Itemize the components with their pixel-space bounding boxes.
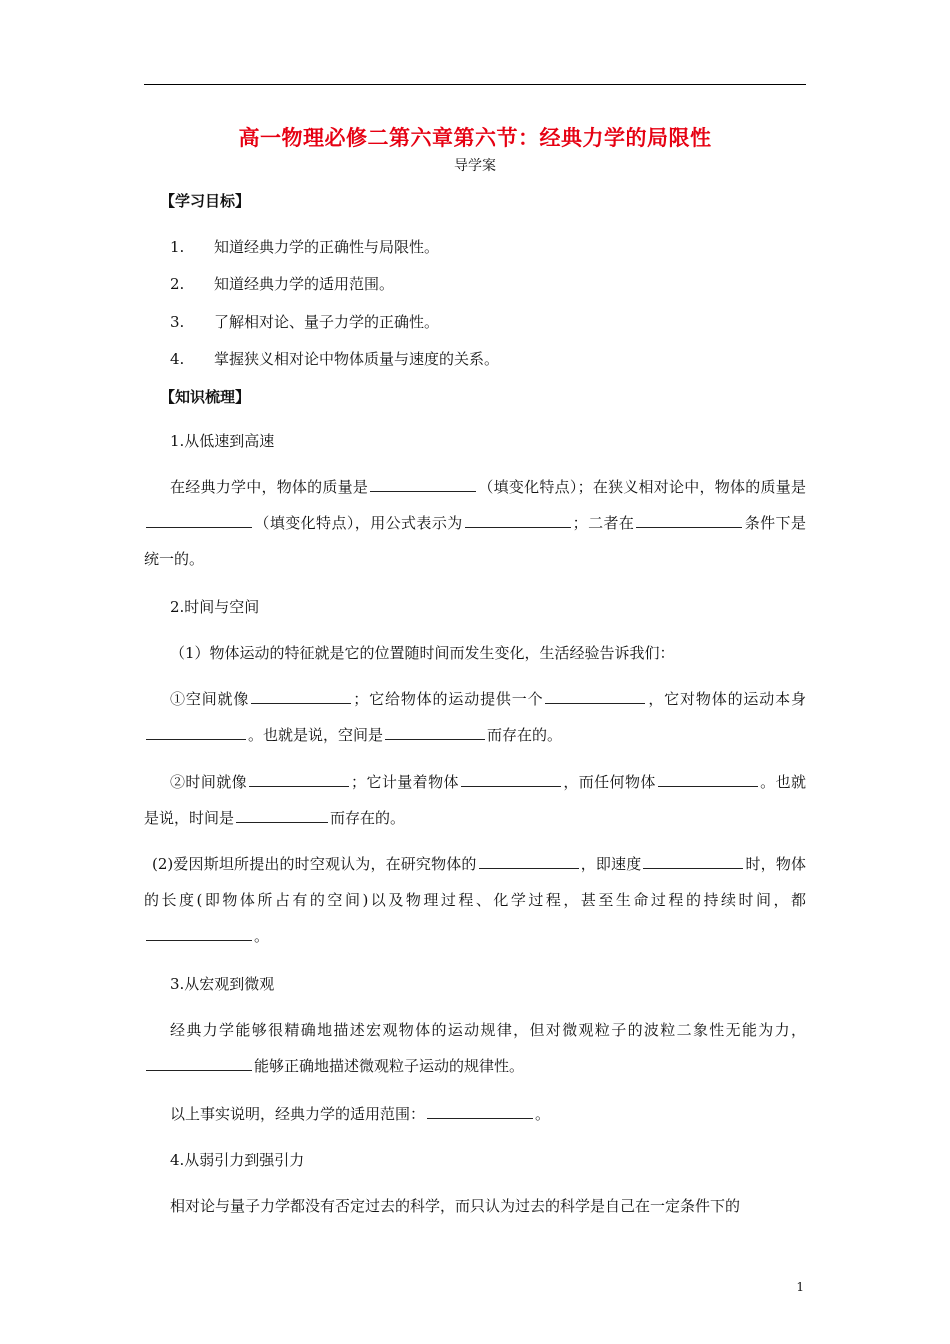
fill-blank[interactable]	[545, 689, 645, 704]
text-fragment: 。也就是说，空间是	[248, 726, 384, 744]
section-1-paragraph	[144, 469, 806, 577]
space-paragraph	[144, 681, 806, 753]
objective-number: 2.	[170, 275, 185, 293]
text-fragment: ；它给物体的运动提供一个	[353, 690, 544, 708]
text-fragment: （填变化特点）；在狭义相对论中，物体的质量是	[478, 478, 806, 496]
text-fragment: 经典力学能够很精确地描述宏观物体的运动规律，但对微观粒子的波粒二象性无能为力，	[170, 1021, 806, 1039]
section-2-intro: （1）物体运动的特征就是它的位置随时间而发生变化，生活经验告诉我们：	[170, 644, 675, 662]
text-fragment: 。	[535, 1105, 551, 1123]
fill-blank[interactable]	[146, 513, 252, 528]
text-fragment: 。	[254, 927, 270, 945]
fill-blank[interactable]	[636, 513, 742, 528]
fill-blank[interactable]	[146, 926, 252, 941]
text-fragment: 条件下是统一的。	[144, 514, 806, 568]
einstein-paragraph	[144, 846, 806, 954]
section-4-paragraph: 相对论与量子力学都没有否定过去的科学，而只认为过去的科学是自己在一定条件下的	[170, 1197, 741, 1215]
text-fragment: 以上事实说明，经典力学的适用范围：	[170, 1105, 426, 1123]
objective-item	[170, 311, 439, 332]
text-fragment: ，它对物体的运动本身	[647, 690, 806, 708]
text-fragment: 。也就是说，时间是	[144, 773, 806, 827]
objective-text: 掌握狭义相对论中物体质量与速度的关系。	[214, 350, 500, 368]
knowledge-heading: 【知识梳理】	[160, 388, 251, 406]
fill-blank[interactable]	[427, 1104, 533, 1119]
text-fragment: ，即速度	[580, 855, 642, 873]
text-fragment: （填变化特点），用公式表示为	[254, 514, 463, 532]
objectives-heading: 【学习目标】	[160, 192, 251, 210]
fill-blank[interactable]	[643, 854, 743, 869]
scope-line	[170, 1103, 550, 1124]
text-fragment: ，而任何物体	[562, 773, 656, 791]
objective-number: 1.	[170, 238, 185, 256]
objective-number: 3.	[170, 313, 185, 331]
fill-blank[interactable]	[251, 689, 351, 704]
page-number: 1	[796, 1280, 804, 1294]
text-fragment: 时，物体的长度(即物体所占有的空间)以及物理过程、化学过程，甚至生命过程的持续时间，都	[144, 855, 806, 909]
section-2-title: 2.时间与空间	[170, 598, 260, 616]
fill-blank[interactable]	[146, 725, 246, 740]
fill-blank[interactable]	[370, 477, 476, 492]
objective-number: 4.	[170, 350, 185, 368]
fill-blank[interactable]	[385, 725, 485, 740]
section-1-title: 1.从低速到高速	[170, 432, 275, 450]
fill-blank[interactable]	[461, 772, 561, 787]
section-3-paragraph	[144, 1012, 806, 1084]
text-fragment: 而存在的。	[487, 726, 563, 744]
section-3-title: 3.从宏观到微观	[170, 975, 275, 993]
fill-blank[interactable]	[249, 772, 349, 787]
objective-item	[170, 273, 394, 294]
objective-text: 知道经典力学的正确性与局限性。	[214, 238, 440, 256]
text-fragment: ②时间就像	[170, 773, 248, 791]
text-fragment: ；二者在	[572, 514, 635, 532]
text-fragment: (2)爱因斯坦所提出的时空观认为，在研究物体的	[152, 855, 477, 873]
fill-blank[interactable]	[146, 1056, 252, 1071]
fill-blank[interactable]	[236, 808, 328, 823]
objective-item	[170, 236, 439, 257]
text-fragment: ；它计量着物体	[351, 773, 459, 791]
text-fragment: 而存在的。	[330, 809, 406, 827]
objective-item	[170, 348, 499, 369]
fill-blank[interactable]	[658, 772, 758, 787]
objective-text: 知道经典力学的适用范围。	[214, 275, 395, 293]
text-fragment: 在经典力学中，物体的质量是	[170, 478, 369, 496]
objective-text: 了解相对论、量子力学的正确性。	[214, 313, 440, 331]
text-fragment: ①空间就像	[170, 690, 250, 708]
fill-blank[interactable]	[479, 854, 579, 869]
section-4-title: 4.从弱引力到强引力	[170, 1151, 305, 1169]
text-fragment: 能够正确地描述微观粒子运动的规律性。	[254, 1057, 525, 1075]
time-paragraph	[144, 764, 806, 836]
document-subtitle: 导学案	[454, 158, 496, 174]
header-rule	[144, 84, 806, 85]
document-title: 高一物理必修二第六章第六节：经典力学的局限性	[238, 126, 712, 150]
fill-blank[interactable]	[465, 513, 571, 528]
